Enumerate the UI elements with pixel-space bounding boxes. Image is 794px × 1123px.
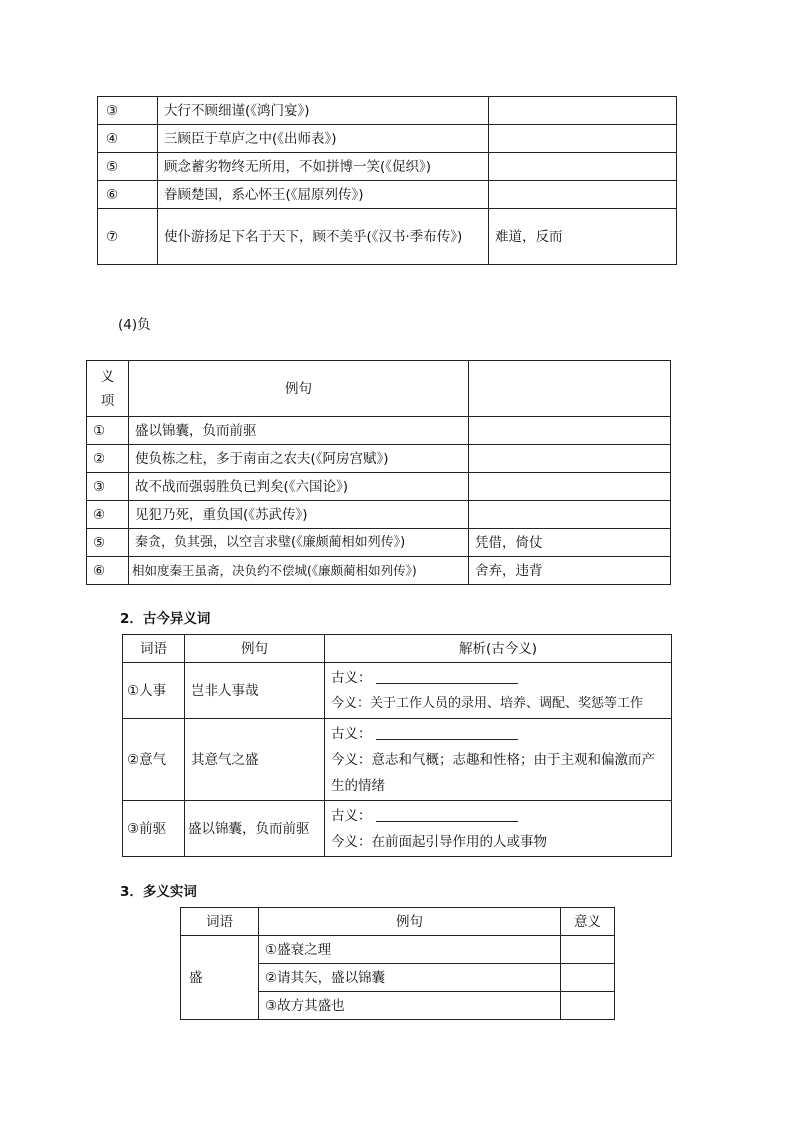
- example-sentence: ③故方其盛也: [259, 992, 561, 1020]
- header-word: 词语: [181, 908, 259, 936]
- table-header: [123, 635, 672, 663]
- meaning-cell: [561, 936, 615, 964]
- word-cell: 盛: [181, 936, 259, 1020]
- meaning-cell: [469, 445, 671, 473]
- table-header: [87, 361, 671, 417]
- section-heading-duoyi: 3．多义实词: [120, 884, 197, 900]
- header-example: 例句: [129, 361, 469, 417]
- table-row: [123, 801, 672, 857]
- meaning-cell: [489, 181, 677, 209]
- fu-meaning-table: [86, 360, 671, 585]
- example-sentence: 顾念蓄劣物终无所用，不如拼博一笑(《促织》): [158, 153, 489, 181]
- example-sentence: 相如度秦王虽斋，决负约不偿城(《廉颇蔺相如列传》): [129, 557, 469, 585]
- meaning-cell: [561, 992, 615, 1020]
- meaning-cell: 舍弃，违背: [469, 557, 671, 585]
- table-row: [98, 97, 677, 125]
- word-cell: ①人事: [123, 663, 185, 719]
- example-sentence: 三顾臣于草庐之中(《出师表》): [158, 125, 489, 153]
- header-meaning: 意义: [561, 908, 615, 936]
- table-row: [87, 473, 671, 501]
- table-row: [98, 125, 677, 153]
- item-number: ⑥: [98, 181, 158, 209]
- example-sentence: 眷顾楚国，系心怀王(《屈原列传》): [158, 181, 489, 209]
- table-row: [87, 445, 671, 473]
- example-sentence: 使仆游扬足下名于天下，顾不美乎(《汉书·季布传》): [158, 209, 489, 265]
- table-row: [181, 936, 615, 964]
- ancient-meaning: 古义：: [331, 803, 665, 829]
- word-cell: ③前驱: [123, 801, 185, 857]
- example-sentence: 使负栋之柱，多于南亩之农夫(《阿房宫赋》): [129, 445, 469, 473]
- answer-blank[interactable]: [376, 807, 518, 822]
- table-row: [98, 209, 677, 265]
- section-heading-fu: (4)负: [118, 317, 151, 333]
- header-example: 例句: [259, 908, 561, 936]
- gujin-yiyi-table: [122, 634, 672, 857]
- table-row: [123, 719, 672, 801]
- example-sentence: ①盛衰之理: [259, 936, 561, 964]
- duoyi-shici-table: [180, 907, 615, 1020]
- item-number: ④: [87, 501, 129, 529]
- modern-meaning: 今义：在前面起引导作用的人或事物: [331, 833, 547, 850]
- analysis-cell: [325, 719, 672, 801]
- meaning-cell: [489, 153, 677, 181]
- meaning-cell: [561, 964, 615, 992]
- example-sentence: 岂非人事哉: [185, 663, 325, 719]
- meaning-cell: [489, 97, 677, 125]
- header-item: 义项: [87, 361, 129, 417]
- ancient-meaning: 古义：: [331, 665, 665, 691]
- modern-meaning: 今义：关于工作人员的录用、培养、调配、奖惩等工作: [331, 695, 644, 711]
- header-analysis: 解析(古今义): [325, 635, 672, 663]
- item-number: ②: [87, 445, 129, 473]
- item-number: ⑦: [98, 209, 158, 265]
- example-sentence: 盛以锦囊，负而前驱: [185, 801, 325, 857]
- example-sentence: ②请其矢，盛以锦囊: [259, 964, 561, 992]
- example-sentence: 秦贪，负其强，以空言求璧(《廉颇蔺相如列传》): [129, 529, 469, 557]
- example-sentence: 其意气之盛: [185, 719, 325, 801]
- item-number: ⑥: [87, 557, 129, 585]
- header-word: 词语: [123, 635, 185, 663]
- header-example: 例句: [185, 635, 325, 663]
- item-number: ③: [98, 97, 158, 125]
- example-sentence: 大行不顾细谨(《鸿门宴》): [158, 97, 489, 125]
- meaning-cell: [469, 473, 671, 501]
- table-row: [98, 153, 677, 181]
- example-sentence: 故不战而强弱胜负已判矣(《六国论》): [129, 473, 469, 501]
- header-meaning: [469, 361, 671, 417]
- item-number: ⑤: [98, 153, 158, 181]
- ancient-meaning: 古义：: [331, 721, 665, 747]
- modern-meaning: 今义：意志和气概；志趣和性格；由于主观和偏激而产生的情绪: [331, 751, 655, 794]
- table-row: [87, 501, 671, 529]
- item-number: ⑤: [87, 529, 129, 557]
- example-sentence: 见犯乃死，重负国(《苏武传》): [129, 501, 469, 529]
- table-row: [98, 181, 677, 209]
- item-number: ③: [87, 473, 129, 501]
- table-row: [123, 663, 672, 719]
- meaning-cell: [469, 501, 671, 529]
- word-cell: ②意气: [123, 719, 185, 801]
- analysis-cell: [325, 801, 672, 857]
- analysis-cell: [325, 663, 672, 719]
- table-row: [87, 529, 671, 557]
- table-header: [181, 908, 615, 936]
- answer-blank[interactable]: [376, 725, 518, 740]
- item-number: ①: [87, 417, 129, 445]
- table-row: [87, 417, 671, 445]
- meaning-cell: [489, 125, 677, 153]
- example-sentence: 盛以锦囊，负而前驱: [129, 417, 469, 445]
- table-row: [87, 557, 671, 585]
- section-heading-gujin: 2．古今异义词: [120, 611, 211, 627]
- meaning-cell: 凭借，倚仗: [469, 529, 671, 557]
- gu-meaning-table: [97, 96, 677, 265]
- meaning-cell: 难道，反而: [489, 209, 677, 265]
- item-number: ④: [98, 125, 158, 153]
- meaning-cell: [469, 417, 671, 445]
- answer-blank[interactable]: [376, 669, 518, 684]
